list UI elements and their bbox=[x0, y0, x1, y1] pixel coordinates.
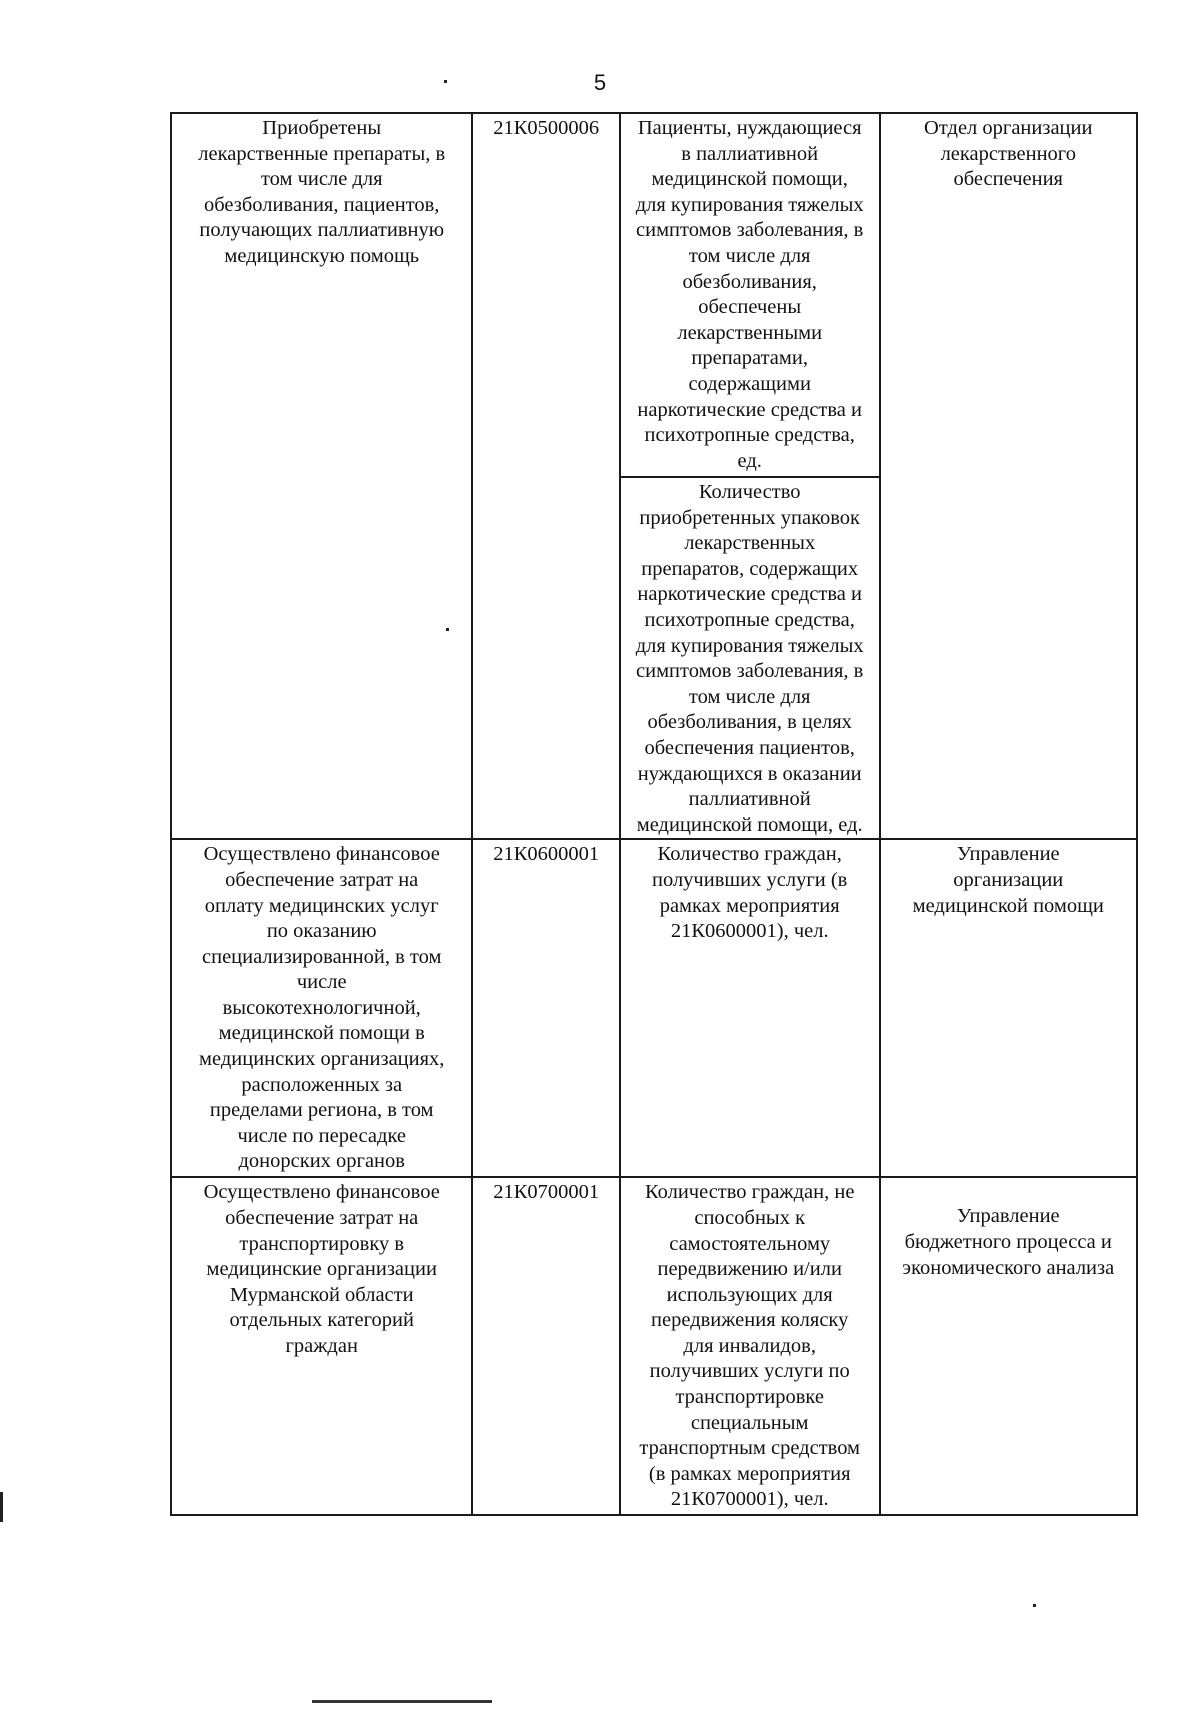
responsible-cell: Управление бюджетного процесса и экономического анализа bbox=[880, 1177, 1137, 1515]
indicator-cell: Количество граждан, не способных к самостоятельному передвижению и/или использующих для передвижения коляску для инвалидов, получивших услуги по транспортировке специальным транспортным средством (в рамках мероприятия 21К0700001), чел. bbox=[620, 1177, 880, 1515]
code-cell: 21К0600001 bbox=[472, 839, 619, 1177]
table-row bbox=[171, 1177, 1137, 1515]
table-row bbox=[171, 113, 1137, 477]
indicator-cell: Количество граждан, получивших услуги (в рамках мероприятия 21К0600001), чел. bbox=[620, 839, 880, 1177]
scan-speck bbox=[446, 628, 449, 631]
indicator-cell: Количество приобретенных упаковок лекарственных препаратов, содержащих наркотические средства и психотропные средства, для купирования тяжелых симптомов заболевания, в том числе для обезболивания, в целях обеспечения пациентов, нуждающихся в оказании паллиативной медицинской помощи, ед. bbox=[620, 477, 880, 839]
scan-line bbox=[312, 1700, 492, 1703]
table-row bbox=[171, 839, 1137, 1177]
result-cell: Осуществлено финансовое обеспечение затрат на транспортировку в медицинские организации Мурманской области отдельных категорий граждан bbox=[171, 1177, 472, 1515]
responsible-cell: Управление организации медицинской помощи bbox=[880, 839, 1137, 1177]
code-cell: 21К0700001 bbox=[472, 1177, 619, 1515]
responsible-cell: Отдел организации лекарственного обеспечения bbox=[880, 113, 1137, 839]
code-cell: 21К0500006 bbox=[472, 113, 619, 839]
measures-table bbox=[170, 112, 1138, 1516]
scan-speck bbox=[444, 80, 447, 83]
scan-speck bbox=[0, 1492, 3, 1522]
result-cell: Приобретены лекарственные препараты, в том числе для обезболивания, пациентов, получающих паллиативную медицинскую помощь bbox=[171, 113, 472, 839]
page-number: 5 bbox=[593, 70, 607, 95]
indicator-cell: Пациенты, нуждающиеся в паллиативной медицинской помощи, для купирования тяжелых симптомов заболевания, в том числе для обезболивания, обеспечены лекарственными препаратами, содержащими наркотические средства и психотропные средства, ед. bbox=[620, 113, 880, 477]
scan-speck bbox=[1033, 1604, 1036, 1607]
result-cell: Осуществлено финансовое обеспечение затрат на оплату медицинских услуг по оказанию специализированной, в том числе высокотехнологичной, медицинской помощи в медицинских организациях, расположенных за пределами региона, в том числе по пересадке донорских органов bbox=[171, 839, 472, 1177]
